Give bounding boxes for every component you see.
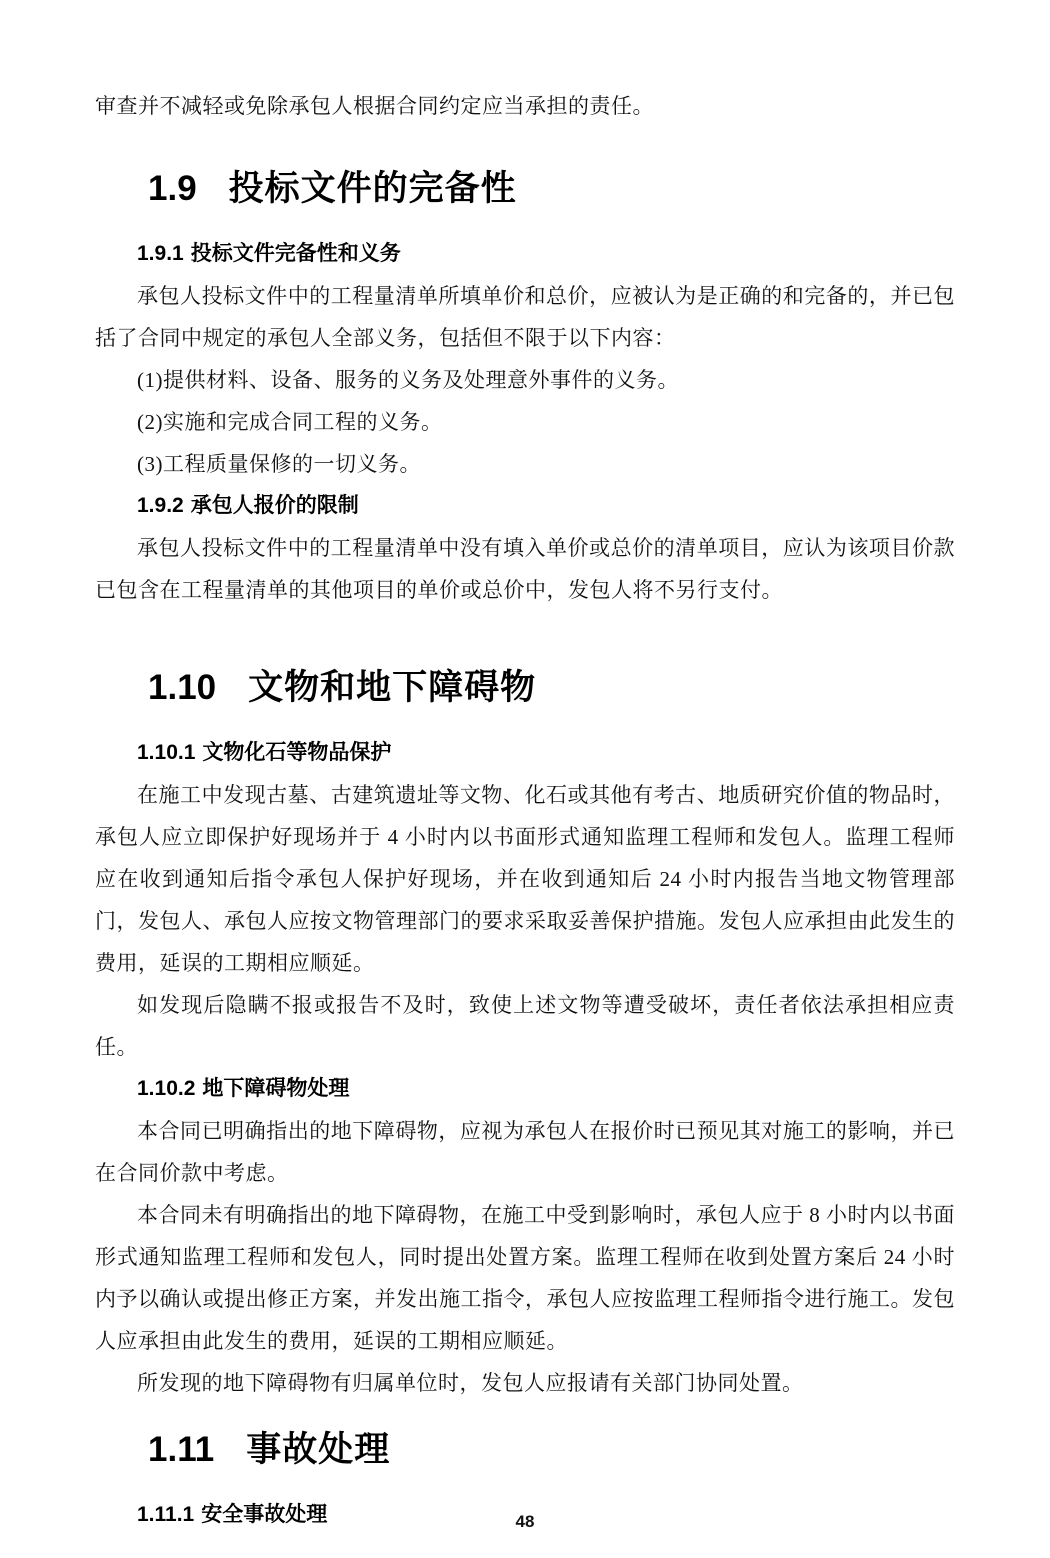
paragraph: 如发现后隐瞒不报或报告不及时，致使上述文物等遭受破坏，责任者依法承担相应责任。 xyxy=(95,993,955,1059)
section-title: 事故处理 xyxy=(246,1430,391,1469)
list-item: (2)实施和完成合同工程的义务。 xyxy=(137,410,443,434)
subsection-number: 1.9.1 xyxy=(137,242,184,265)
subsection-title: 承包人报价的限制 xyxy=(190,494,359,517)
subsection-title: 投标文件完备性和义务 xyxy=(190,242,401,265)
section-heading-1-9 xyxy=(148,169,955,209)
paragraph: 所发现的地下障碍物有归属单位时，发包人应报请有关部门协同处置。 xyxy=(137,1371,804,1395)
subsection-heading-1-9-1 xyxy=(95,233,955,275)
paragraph: 承包人投标文件中的工程量清单中没有填入单价或总价的清单项目，应认为该项目价款已包含在工程量清单的其他项目的单价或总价中，发包人将不另行支付。 xyxy=(95,536,955,602)
document-content xyxy=(95,85,955,1536)
section-number: 1.10 xyxy=(148,668,217,707)
subsection-number: 1.10.1 xyxy=(137,741,196,764)
subsection-number: 1.11.1 xyxy=(137,1503,195,1526)
subsection-heading-1-10-2 xyxy=(95,1068,955,1110)
page-number: 48 xyxy=(515,1512,535,1531)
subsection-number: 1.10.2 xyxy=(137,1077,196,1100)
paragraph: 承包人投标文件中的工程量清单所填单价和总价，应被认为是正确的和完备的，并已包括了合同中规定的承包人全部义务，包括但不限于以下内容： xyxy=(95,284,955,350)
section-number: 1.9 xyxy=(148,169,197,208)
section-title: 文物和地下障碍物 xyxy=(248,668,537,707)
subsection-title: 地下障碍物处理 xyxy=(202,1077,350,1100)
section-title: 投标文件的完备性 xyxy=(228,169,517,208)
subsection-title: 安全事故处理 xyxy=(201,1503,328,1526)
paragraph: 审查并不减轻或免除承包人根据合同约定应当承担的责任。 xyxy=(95,94,654,118)
paragraph: 本合同已明确指出的地下障碍物，应视为承包人在报价时已预见其对施工的影响，并已在合同价款中考虑。 xyxy=(95,1119,955,1185)
paragraph: 本合同未有明确指出的地下障碍物，在施工中受到影响时，承包人应于 8 小时内以书面形式通知监理工程师和发包人，同时提出处置方案。监理工程师在收到处置方案后 24 小时内予以确认或提出修正方案，并发出施工指令，承包人应按监理工程师指令进行施工。发包人应承担由此发生的费用，延误的工期相应顺延。 xyxy=(95,1203,955,1353)
section-heading-1-10 xyxy=(148,668,955,708)
subsection-heading-1-9-2 xyxy=(95,485,955,527)
subsection-title: 文物化石等物品保护 xyxy=(202,741,392,764)
section-heading-1-11 xyxy=(148,1430,955,1470)
subsection-heading-1-10-1 xyxy=(95,732,955,774)
list-item: (3)工程质量保修的一切义务。 xyxy=(137,452,421,476)
section-number: 1.11 xyxy=(148,1430,215,1469)
list-item: (1)提供材料、设备、服务的义务及处理意外事件的义务。 xyxy=(137,368,679,392)
subsection-number: 1.9.2 xyxy=(137,494,184,517)
paragraph: 在施工中发现古墓、古建筑遗址等文物、化石或其他有考古、地质研究价值的物品时，承包人应立即保护好现场并于 4 小时内以书面形式通知监理工程师和发包人。监理工程师应在收到通知后指令承包人保护好现场，并在收到通知后 24 小时内报告当地文物管理部门，发包人、承包人应按文物管理部门的要求采取妥善保护措施。发包人应承担由此发生的费用，延误的工期相应顺延。 xyxy=(95,783,955,975)
